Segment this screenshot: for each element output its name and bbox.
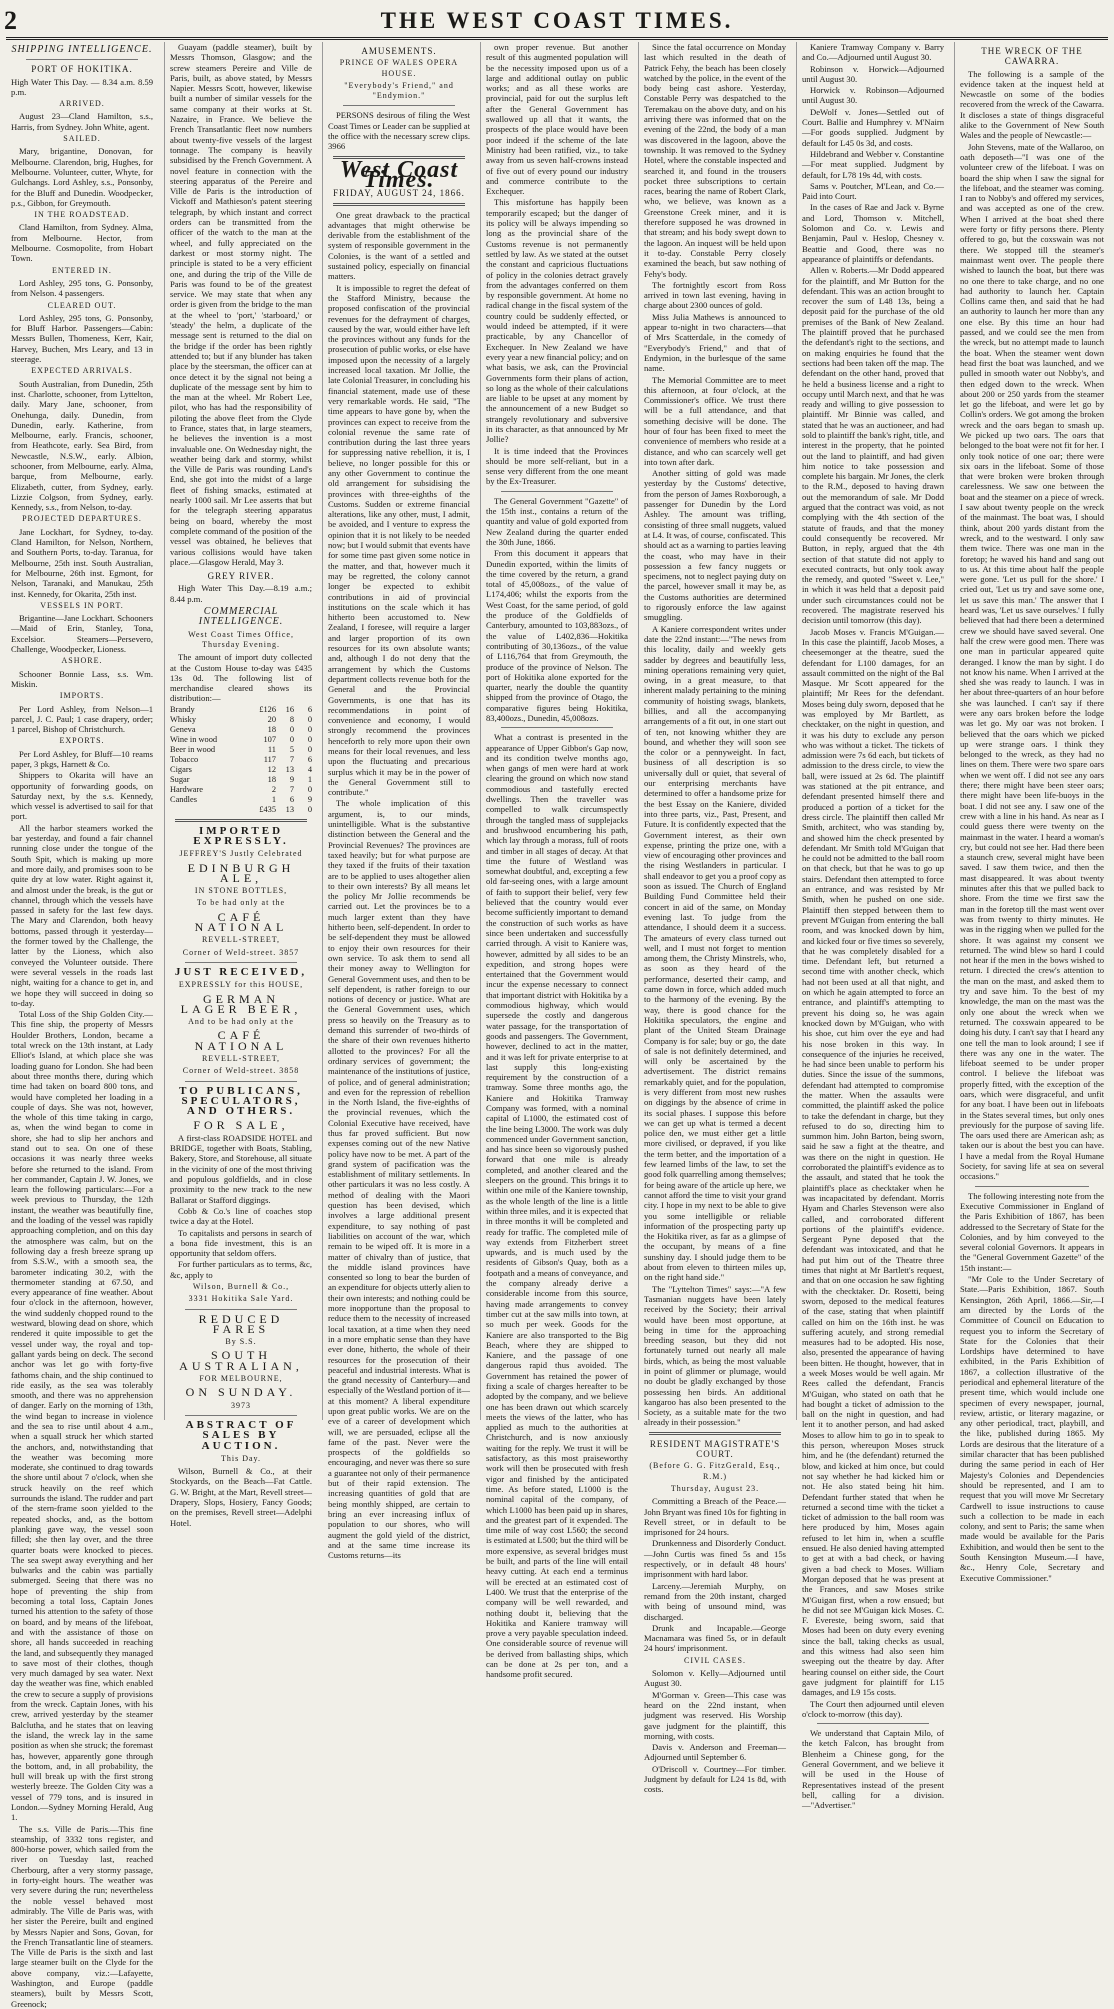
cleared-text: Lord Ashley, 295 tons, G. Ponsonby, for Bluff Harbor. Passengers—Cabin: Messrs Bullen, Thomeness, Kerr, Kair, Harvey, Buchen, Mrs Leary, and 13 in steerage. (11, 312, 153, 365)
revenue-cell-item (170, 805, 258, 815)
ad-big: CAFÉ NATIONAL (194, 1028, 288, 1053)
sailed-heading: SAILED. (63, 134, 101, 144)
revenue-cell-d: 6 (307, 704, 312, 714)
court-sub: (Before G. G. FitzGerald, Esq., R.M.) (649, 1461, 781, 1481)
revenue-cell-s: 6 (289, 794, 294, 804)
revenue-row (170, 735, 312, 745)
revenue-cell-d: 9 (307, 794, 312, 804)
revenue-cell-item: Cigars (170, 764, 192, 774)
amusements-sub: PRINCE OF WALES OPERA HOUSE. (339, 58, 459, 78)
high-water: High Water This Day. — 8.34 a.m. 8.59 p.m. (11, 76, 153, 97)
article-paragraph: One great drawback to the practical advantages that might otherwise be derivable from the establishment of the system of responsible government in the Colonies, is the want of a settled and sustained policy, especially on financial matters. (328, 209, 470, 282)
court-paragraph: Drunkenness and Disorderly Conduct.—John Curtis was fined 5s and 15s respectively, or in default 48 hours' imprisonment with hard labor. (644, 1538, 786, 1580)
revenue-cell-l: 11 (267, 744, 276, 754)
column-4 (480, 42, 633, 1680)
article-paragraph: The following is a sample of the evidence taken at the inquest held at Newcastle on some of the bodies recovered from the wreck of the Cawarra. It discloses a state of things disgraceful alike to the Government of New South Wales and the people of Newcastle:— (960, 68, 1104, 141)
ad-text: This Day. (220, 1453, 262, 1463)
arrived-text: August 23—Cland Hamilton, s.s., Harris, from Sydney. John White, agent. (11, 111, 153, 132)
revenue-cell-d: 0 (307, 744, 312, 754)
divider (501, 491, 613, 492)
article-paragraph: It is impossible to regret the defeat of the Stafford Ministry, because the proposed confiscation of the provincial revenues for the defrayment of charges, caused by the war, would either have left the provinces without any funds for the prosecution of public works, or else have imposed upon the necessity of a largely increased local taxation. Mr Jollie, the late Colonial Treasurer, in concluding his financial statement, made use of these very remarkable words. He said, "The time appears to have gone by, when the provinces can expect to receive from the colonial revenue the same rate of contribution during the last three years for suppressing native rebellion, it is, I believe, no longer possible for this or any other Government to continue the old arrangement for subsidising the provinces with three-eighths of the Customs. Sudden or extreme financial alterations, like any other, must, I admit, be avoided, and I venture to express the opinion that it is not likely to be needed now; but I would submit that events have for some time past given some notice in the matter, and that, however much it may be regretted, the colony cannot longer be expected to exhibit contributions in aid of provincial institutions on the scale which it has hitherto been accustomed to. New Zealand, I foresee, will require a larger and larger proportion of its own resources for its own absolute wants; and, although I do not deny that the arrangement by which the Customs department collects revenue both for the General and the Provincial Governments, is one that has its recommendations in point of convenience and economy, I would strongly recommend the provinces henceforth to rely more upon their own means for their local revenues, and less upon the fluctuating and precarious surplus which it may be in the power of the General Government still to contribute." (328, 282, 471, 798)
article-paragraph: Another sitting of gold was made yesterday by the Customs' detective, from the person of James Roxborough, a passenger for Dunedin by the Lord Ashley. The amount was trifling, consisting of three small nuggets, valued at L4. It was, of course, confiscated. This should act as a warning to parties leaving the coast, who may have in their possession a few fancy nuggets or specimens, not to neglect paying duty on the parcel, however small it may be, as the Customs authorities are determined to rigorously enforce the law against smuggling. (644, 468, 786, 623)
revenue-cell-s: 9 (289, 774, 294, 784)
divider (185, 1309, 297, 1310)
revenue-cell-l: £435 (259, 804, 276, 814)
notice-text: PERSONS desirous of filing the West Coast Times or Leader can be supplied at the office with the necessary screw clips. 3966 (328, 110, 471, 152)
arrived-heading: ARRIVED. (59, 99, 105, 109)
ad-text: By S.S. (225, 1337, 257, 1347)
revenue-cell-s: 7 (289, 754, 294, 764)
masthead-rule (6, 37, 1108, 40)
ad-title: JUST RECEIVED, (174, 965, 308, 978)
revenue-cell-d: 4 (307, 764, 312, 774)
revenue-row (170, 755, 312, 765)
revenue-cell-d: 0 (307, 724, 312, 734)
ad-sign: Wilson, Burnell & Co., (192, 1281, 290, 1291)
ad-text: REVELL-STREET, (201, 935, 281, 945)
revenue-cell-item: Brandy (170, 704, 195, 714)
office-line: West Coast Times Office, Thursday Evening. (188, 629, 294, 649)
revenue-text: The amount of import duty collected at the Custom House to-day was £435 13s 0d. The following list of merchandise cleared shows its distribution:— (170, 652, 312, 704)
column-5 (638, 42, 791, 1795)
divider (343, 105, 455, 106)
revenue-cell-item: Sugar (170, 774, 190, 784)
ad-sign: 3331 Hokitika Sale Yard. (188, 1294, 294, 1304)
imports-heading: IMPORTS. (59, 691, 105, 701)
revenue-row (170, 775, 312, 785)
ashore-text: Schooner Bonnie Lass, s.s. Wm. Miskin. (11, 668, 153, 689)
ad-text: And to be had only at the (188, 1017, 294, 1027)
divider (185, 1081, 297, 1082)
revenue-row (170, 795, 312, 805)
revenue-table (170, 705, 312, 815)
court-paragraph: M'Gorman v. Green—This case was heard on the 22nd instant, when judgment was reserved. His Worship gave judgment for the plaintiff, this morning, with costs. (644, 1689, 786, 1741)
article-paragraph: own proper revenue. But another result of this augmented population will be the necessity imposed upon us of a large and additional outlay on public works; and as all these works are provincial, paid for out the surplus left after the General Government has swallowed up all that it wants, the prospects of the place would have been poor indeed if the scheme of the late Ministry had been ratified, viz., to take away from us seven half-crowns instead of five out of every pound our industry and commerce contribute to the Exchequer. (486, 42, 628, 197)
grey-river-text: High Water This Day.—8.19 a.m.; 8.44 p.m. (170, 583, 312, 604)
newspaper-title: THE WEST COAST TIMES. (380, 8, 734, 33)
column-1 (6, 42, 158, 2009)
editorial-date: FRIDAY, AUGUST 24, 1866. (333, 188, 465, 199)
ad-text: IN STONE BOTTLES, (194, 886, 288, 896)
revenue-cell-l: 20 (267, 714, 276, 724)
revenue-row (170, 745, 312, 755)
court-paragraph: Hildebrand and Webber v. Constantine—For meat supplied. Judgment by default, for L78 19s 4d, with costs. (802, 148, 944, 180)
exports-text: Per Lord Ashley, for Bluff—10 reams paper, 3 pkgs, Harnett & Co. (11, 748, 153, 769)
divider (649, 1432, 781, 1435)
projected-text: Jane Lockhart, for Sydney, to-day. Cland Hamilton, for Nelson, Northern, and Southern Ports, to-day. Taranua, for Melbourne, 25th inst. South Australian, for Melbourne, 26th inst. Egmont, for Nelson, Taranaki, and Manukau, 25th inst. Kennedy, for Okarita, 25th inst. (11, 526, 153, 599)
article-paragraph: From this document it appears that Dunedin exported, within the limits of the time covered by the return, a grand total of 45,008ozs., of the value of L174,406; whilst the exports from the West Coast, for the same period, of gold the produce of the Goldfields of Canterbury, amounted to 103,883ozs., of the value of L402,836—Hokitika contributing of 30,136ozs., of the value of L116,764 that from Greymouth, the produce of the province of Nelson. The port of Hokitika alone exported for the quarter, nearly the double the quantity shipped from the province of Otago, the comparative figures being Hokitika, 83,400ozs., Dunedin, 45,008ozs. (486, 548, 628, 723)
revenue-cell-s: 16 (285, 704, 294, 714)
revenue-cell-d: 0 (307, 784, 312, 794)
ashore-heading: ASHORE. (61, 656, 103, 666)
court-paragraph: O'Driscoll v. Courtney—For timber. Judgment by default for L24 1s 8d, with costs. (644, 1763, 786, 1795)
article-paragraph: The fortnightly escort from Ross arrived in town last evening, having in charge about 2300 ounces of gold. (644, 279, 786, 311)
article-paragraph: The "Lyttelton Times" says:—"A few Tasmanian nuggets have been lately received by the Society; their arrival would have been most opportune, at being in time for the approaching breeding season, but they did not fortunately turned out nearly all male birds, which, as being the most valuable in point of glimmer or plumage, would no doubt be gladly exchanged by those possessing hen birds. An additional kangaroo has also been presented to the Society, as a suitable mate for the two already in their possession." (644, 1283, 786, 1428)
revenue-cell-item: Whisky (170, 714, 197, 724)
court-paragraph: Jacob Moses v. Francis M'Guigan.—In this case the plaintiff, Jacob Moses, a cheesemonger at the theatre, sued the defendant for L100 damages, for an assault committed on the night of the Bal Masque. Mr Scott appeared for the plaintiff; Mr Rees for the defendant. Moses being duly sworn, deposed that he was employed by Mr Bartlett, as checktaker, on the night in question, and it was his duty to exclude any person who was without a ticket. The tickets of admission were 7s 6d each, but tickets of admission to the dress circle, to view the ball, were issued at 2s 6d. The plaintiff was stationed at the pit entrance, and defendant presented himself there and produced a portion of a ticket for the dress circle. The plaintiff then called Mr Smith, architect, who was standing by, and showed him the check presented by defendant. Mr Smith told M'Guigan that he could not be admitted to the ball room on that check, but that he was to go up stairs. Defendant then attempted to force an entrance, and was resisted by Mr Smith, when he pushed on one side. Plaintiff then stepped between them to prevent M'Guigan from entering the ball room, and was knocked down by him, and kicked four or five times so severely, that he was completely disabled for a time. Defendant left, but returned a second time with another check, which had not been used at all that night, and on which he again attempted to force an entrance, and plaintiff's attempting to prevent his doing so, he was again knocked down by M'Guigan, who with his shoe, cut him over the eye and had his nose broken in this way. In consequence of the injuries he received, he had since been unable to perform his duties. Since the issue of the summons, defendant had attempted to compromise the matter. When the assaults were committed, the plaintiff asked the police to take the defendant in charge, but they refused to do so, directing him to summon him. John Barton, being sworn, said he saw a fight at the theatre, and was there on the night in question. He corroborated the plaintiff's evidence as to the assault, and stated that he took the plaintiff's place as checktaker when he was incapacitated by defendant. Morris Hyam and Charles Stevenson were also called, and corroborated different portions of the plaintiff's evidence. Sergeant Pyne deposed that the defendant was intoxicated, and that he had put him out of the Theatre three times that night at Mr Bartlett's request, and that on one occasion he saw fighting with the checktaker. Dr. Rosetti, being sworn, deposed to the medical features of the case, stating that when plaintiff called on him on the 16th inst. he was suffering acutely, and strong remedial measures had to be adopted. His nose, also, presented the appearance of having been bitten. He thought, however, that in a week Moses would be well again. Mr Rees called the defendant, Francis M'Guigan, who stated on oath that he had bought a ticket of admission to the ball on the night in question, and had lent it to another person, and had asked Moses to allow him to go in to speak to this person, whereupon Moses struck him, and he (the defendant) returned the blow, and kicked at him once, but could not say whether he had kicked him or not. He also stated being hit him. Defendant further stated that when he returned a second time with the ticket a ticket of admission to the ball room was here produced by him, Moses again refused to let him in, when a scuffle ensued. He also denied having attempted to get at with a bad check, or having given a bad check to Moses. William Morgan deposed that he was present at the Frances, and saw Moses strike M'Guigan first, when a row ensued; but he did not see M'Guigan kick Moses. C. F. Evereste, being sworn, said that Moses had been on duty every evening since the ball, taking checks as usual, and this witness had also seen him sweeping out the theatre by day. After hearing counsel on either side, the Court gave judgment for plaintiff for L15 damages, and L9 15s costs. (802, 626, 945, 1698)
revenue-cell-l: 1 (271, 794, 276, 804)
ad-text: FOR MELBOURNE, (199, 1374, 283, 1384)
ad-big: ON SUNDAY. (185, 1385, 297, 1400)
ad-paragraph: For further particulars as to terms, &c, &c, apply to (170, 1259, 312, 1280)
column-2 (164, 42, 317, 1528)
ad-text: EXPRESSLY for this HOUSE, (178, 980, 304, 990)
grey-river-heading: GREY RIVER. (207, 571, 275, 582)
court-paragraph: Allen v. Roberts.—Mr Dodd appeared for the plaintiff, and Mr Button for the defendant. This was an action brought to recover the sum of L48 13s, being a deposit paid for the purchase of the old premises of the Bank of New Zealand. The plaintiff proved that he purchased the defendant's right to the sections, and on making enquiries he found that the sections had been taken off the map. The defendant on the other hand, proved that he held a business license and a right to occupy until March next, and that he was ready and willing to give possession to plaintiff. Mr Binnie was called, and stated that he was an auctioneer, and had sold to plaintiff the bank's right, title, and interest in the property, that he pointed out the land to plaintiff, and had given him notice to take possession and complete his bargain. Mr Jones, the clerk to the R.M., deposed to having drawn out the memorandum of sale. Mr Dodd argued that the contract was void, as not complying with the 4th section of the statute of frauds, and that the money could consequently be recovered. Mr Button, in reply, argued that the 4th section of that statute did not apply to executed contracts, but only took away the remedy, and quoted "Sweet v. Lee," in which it was held that a deposit paid under such circumstances could not be recovered. The magistrate reserved his decision until tomorrow (this day). (802, 265, 944, 626)
cleared-heading: CLEARED OUT. (47, 300, 117, 310)
article-paragraph: Total Loss of the Ship Golden City.—This fine ship, the property of Messrs Houlder Brothers, London, became a total wreck on the 13th instant, at Lady Elliot's Island, at which place she was loading guano for London. She had been about three months there, during which time had taken on board 800 tons, and would have completed her loading in a couple of days. She was not, however, the whole of this time taking in cargo, as, when the wind began to come in shore, she had to slip her anchors and stand out to sea. On one of these occasions it was nearly three weeks before she returned to the island. From her commander, Captain J. W. Jones, we learn the following particulars:—For a week previous to Thursday, the 12th instant, the weather was beautifully fine, and the loading of the vessel was rapidly approaching completion, and on this day the atmosphere was calm, but on the following day a fresh breeze sprang up from S.S.W., with a smooth sea, the barometer indicating 30.2, with the thermometer standing at 67.50, and every appearance of fine weather. About four o'clock in the afternoon, however, the wind suddenly chopped round to the westward, blowing dead on shore, which rendered it quite impossible to get the vessel under way, the royal and top-gallant yards being on deck. The second anchor was let go with forty-five fathoms chain, and the ship continued to ride easily, as the sea was tolerably smooth, and there was no apprehension of danger. Early on the morning of 13th, the wind began to increase in violence and the sea to rise until about 4 a.m., when a squall struck her which started the anchors, and, notwithstanding that the weather was becoming more moderate, she continued to drag towards the shore until about 7 o'clock, when she struck heavily on the reef which surrounds the island. The rudder and part of the stern-frame soon yielded to the repeated shocks, and, as the bottom planking gave way, the vessel soon filled; she then lay over, and the three quarter boats were knocked to pieces. The sea swept away everything and her bulwarks and the cabin was partially submerged. Seeing that there was no hope of preventing the ship from becoming a total loss, Captain Jones turned his attention to the safety of those on board, and by means of the lifeboat, and with the assistance of those on shore, all hands succeeded in reaching the land, and subsequently they managed to save most of their clothes, though very much damaged by sea water. Next day the weather was fine, which enabled the crew to secure a supply of provisions from the wreck. Captain Jones, with his crew, arrived yesterday by the steamer Balclutha, and he states that on leaving the island, the wreck lay in the same position as when she struck; the foremast has, however, apparently gone through the bottom, and, in all probability, the hull will break up with the first strong westerly breeze. The Golden City was a vessel of 779 tons, and is insured in London.—Sydney Morning Herald, Aug 1. (11, 1009, 153, 1823)
revenue-row (170, 715, 312, 725)
revenue-cell-s: 7 (289, 784, 294, 794)
court-paragraph: The Court then adjourned until eleven o'clock to-morrow (this day). (802, 1698, 944, 1719)
article-paragraph: The Memorial Committee are to meet this afternoon, at four o'clock, at the Commissioner's office. We trust there will be a full attendance, and that something decisive will be done. The hour of four has been fixed to meet the convenience of members who reside at a distance, and who can scarcely well get into town after dark. (644, 374, 786, 467)
port-heading: PORT OF HOKITIKA. (31, 64, 133, 75)
divider (185, 1415, 297, 1416)
court-paragraph: DeWolf v. Jones—Settled out of Court. Ballie and Humphrey v. M'Nairn—For goods supplied. Judgment by default for L45 0s 3d, and costs. (802, 106, 944, 148)
column-6 (796, 42, 949, 1811)
column-7 (954, 42, 1109, 1583)
court-paragraph: Horwick v. Robinson—Adjourned until August 30. (802, 85, 944, 106)
article-paragraph: What a contrast is presented in the appearance of Upper Gibbon's Gap now, and its condition twelve months ago, when gangs of men were hard at work clearing the ground on which now stand commodious and tastefully erected dwellings. Then the traveller was compelled to walk circumspectly through the tangled mass of supplejacks and brushwood encumbering his path, which lay through a morass, full of roots and timber in all stages of decay. At that time the future of Westland was somewhat doubtful, and, excepting a few old far-seeing ones, with a large amount of faith to support their belief, very few believed that the country would ever become sufficiently important to demand the construction of such works as have since been undertaken and successfully carried through. A visit to Kaniere was, however, admitted by all sides to be an expedition, and strong hopes were entertained that the Government would incur the expense necessary to connect that important district with Hokitika by a commodious highway, which would supersede the costly and dangerous water passage, for the transportation of goods and passengers. The Government, however, declined to act in the matter, and it was left for private enterprise to at last supply this long-existing requirement by the construction of a tramway. Some three months ago, the Kaniere and Hokitika Tramway Company was formed, with a nominal capital of L1000, the estimated cost of the line being L3000. The work was duly commenced under Government sanction, and has since been so vigorously pushed forward that one mile is already completed, and another cleared and the sleepers on the ground. This brings it to within one mile of the Kaniere township, as the whole length of the line is a little within three miles, and it is expected that in three months it will be completed and ready for traffic. The completed mile of way extends from Fitzherbert street upwards, and is much used by the residents of Gibson's Quay, both as a footpath and a means of conveyance, and the company already derive a considerable income from this source, having made arrangements to convey timber cut at the saw mills into town, at so much per week. Goods for the Kaniere are also transported to the Big Beach, where they are shipped to Kaniere, and the passage of one dangerous rapid thus avoided. The Government has retained the power of fixing a scale of charges hereafter to be adopted by the company, and we believe one has been drawn out which scarcely meets the views of the latter, who has applied as much to the authorities at Christchurch, and is now anxiously waiting for the reply. We trust it will be satisfactory, as this most praiseworthy work will then be prosecuted with fresh vigor and finished by the anticipated time. As before stated, L1000 is the nominal capital of the company, of which L1000 has been paid up in shares, and the greatest part of it expended. The time mile of way cost L560; the second is estimated at L500; but the third will be more expensive, as several bridges must be built, and parts of the line will entail heavy cutting. At each end a terminus will be erected at an estimated cost of L400. We trust that the enterprise of the company will be well rewarded, and nothing doubt it, believing that the Hokitika and Kaniere tramway will prove a very payable speculation indeed. One considerable source of revenue will be derived from ballasting ships, which can be done at 2s per ton, and a handsome profit secured. (486, 732, 628, 1680)
commercial-heading: COMMERCIAL INTELLIGENCE. (198, 606, 284, 628)
entered-heading: ENTERED IN. (52, 265, 112, 275)
ad-text: To be had only at the (196, 898, 286, 908)
ad-text: 3973 (231, 1400, 251, 1410)
shipping-heading: SHIPPING INTELLIGENCE. (11, 44, 153, 55)
roadstead-text: Cland Hamilton, from Sydney. Alma, from Melbourne. Hector, from Melbourne. Cosmopolite, from Hobart Town. (11, 222, 153, 264)
article-paragraph: The General Government "Gazette" of the 15th inst., contains a return of the quantity and value of gold exported from New Zealand during the quarter ended the 30th June, 1866. (486, 495, 628, 547)
article-paragraph: The s.s. Ville de Paris.—This fine steamship, of 3332 tons register, and 800-horse power, which sailed from the river on Tuesday last, reached Cherbourg, after a very stormy passage, in forty-eight hours. The weather was very severe during the run; nevertheless the noble vessel behaved most admirably. The Ville de Paris was, with her sister the Pereire, built and engined by Messrs Napier and Sons, Govan, for the French Transatlantic line of steamers. The Ville de Paris is the sixth and last large steamer built on the Clyde for the above company, viz.:—Lafayette, Washington, and Europe (paddle steamers), built by Messrs Scott, Greenock; (11, 1823, 153, 2009)
expected-heading: EXPECTED ARRIVALS. (31, 366, 133, 376)
civil-heading: CIVIL CASES. (684, 1655, 746, 1665)
revenue-cell-item: Geneva (170, 724, 196, 734)
divider (975, 1186, 1089, 1187)
revenue-cell-s: 8 (289, 714, 294, 724)
column-3 (322, 42, 475, 1561)
amusements-heading: AMUSEMENTS. (361, 46, 437, 56)
masthead (0, 0, 1114, 40)
court-paragraph: Kaniere Tramway Company v. Barry and Co.—Adjourned until August 30. (802, 42, 944, 63)
revenue-cell-d: 1 (307, 774, 312, 784)
court-paragraph: Drunk and Incapable.—George Macnamara was fined 5s, or in default 24 hours' imprisonment. (644, 1622, 786, 1654)
page-number: 2 (4, 6, 17, 35)
revenue-cell-d: 0 (307, 804, 312, 814)
court-paragraph: In the cases of Rae and Jack v. Byrne and Lord, Thomson v. Mitchell, Solomon and Co. v. Lewis and Benjamin, Paul v. Heslop, Chesney v. Beattie and Good, there was no appearance of plaintiffs or defendants. (802, 202, 944, 264)
revenue-cell-item: Tobacco (170, 754, 199, 764)
amusements-text: "Everybody's Friend," and "Endymion." (344, 80, 454, 101)
article-paragraph: Shippers to Okarita will have an opportunity of forwarding goods, on Saturday next, by the s.s. Kennedy, which vessel is advertised to sail for that port. (11, 770, 153, 822)
revenue-cell-l: £126 (259, 704, 276, 714)
editorial-title: West Coast Times. (339, 156, 459, 193)
ad-paragraph: A first-class ROADSIDE HOTEL and BRIDGE, together with Boats, Stabling, Bakery, Store, and Storehouse, all situate in the vicinity of one of the most thriving and populous goldfields, and in close proximity to the new track to the new Ballarat or Stafford diggings. (170, 1132, 312, 1205)
divider (333, 203, 465, 206)
revenue-cell-s: 0 (289, 734, 294, 744)
divider (501, 727, 613, 728)
ad-text: Corner of Weld-street. 3858 (182, 1066, 300, 1076)
article-paragraph: All the harbor steamers worked the bar yesterday, and found a fair channel running close under the tongue of the South Spit, which is making up more and more daily, and promises soon to be quite dry at low water. Right against it, and almost under the break, is the gut or channel, through which the vessels have passed in safety for the last few days. The Mary and Clarendon, both heavy bottoms, passed through it yesterday—the former towed by the Challenge, the latter by the Lioness, which also conveyed the Volunteer outside. There were several vessels in the roads last night, waiting for a chance to get in, and we hope they will succeed in doing so to-day. (11, 822, 153, 1008)
revenue-cell-l: 18 (267, 724, 276, 734)
court-paragraph: Davis v. Anderson and Freeman—Adjourned until September 6. (644, 1742, 786, 1763)
revenue-cell-s: 0 (289, 724, 294, 734)
ad-title: IMPORTED EXPRESSLY. (193, 824, 289, 847)
revenue-cell-item: Beer in wood (170, 744, 216, 754)
revenue-row (170, 705, 312, 715)
revenue-row (170, 765, 312, 775)
exports-heading: EXPORTS. (59, 736, 105, 746)
revenue-cell-d: 0 (307, 734, 312, 744)
revenue-total-row (170, 805, 312, 815)
wreck-heading: THE WRECK OF THE CAWARRA. (981, 46, 1083, 67)
ad-text: JEFFREY'S Justly Celebrated (179, 849, 303, 859)
court-paragraph: Solomon v. Kelly—Adjourned until August 30. (644, 1668, 786, 1689)
ad-big: REDUCED FARES (198, 1311, 284, 1336)
divider (26, 59, 138, 60)
article-paragraph: We understand that Captain Milo, of the ketch Falcon, has brought from Blenheim a Chinese gong, for the General Government, and we believe it will be used in the House of Representatives instead of the present bell, calling for a division.—"Advertiser." (802, 1728, 944, 1811)
columns (6, 42, 1108, 2009)
roadstead-heading: IN THE ROADSTEAD. (34, 210, 130, 220)
revenue-cell-l: 18 (267, 774, 276, 784)
article-paragraph: It is time indeed that the Provinces should be more self-reliant, but in a sense very different from the one meant by the Ex-Treasurer. (486, 445, 628, 487)
revenue-cell-s: 5 (289, 744, 294, 754)
ad-big: EDINBURGH ALE, (187, 860, 295, 885)
divider (185, 962, 297, 963)
ad-big: GERMAN LAGER BEER, (180, 991, 302, 1016)
ad-paragraph: To capitalists and persons in search of a bona fide investment, this is an opportunity that seldom offers. (170, 1227, 312, 1259)
projected-heading: PROJECTED DEPARTURES. (22, 514, 142, 524)
article-paragraph: The following interesting note from the Executive Commissioner in England of the Paris Exhibition of 1867, has been addressed to the Secretary of State for the Colonies, and by him conveyed to the several colonial Governors. It appears in the "General Government Gazette" of the 15th instant:— (960, 1190, 1104, 1273)
court-heading: RESIDENT MAGISTRATE'S COURT. (649, 1438, 781, 1460)
court-paragraph: Sams v. Poutcher, M'Lean, and Co.—Paid into Court. (802, 180, 944, 202)
revenue-cell-d: 6 (307, 754, 312, 764)
expected-text: South Australian, from Dunedin, 25th inst. Charlotte, schooner, from Lyttelton, daily. Mary Jane, schooner, from Onehunga, daily. Dunedin, from Dunedin, early. Katherine, from Melbourne, early. Francis, schooner, from Heathcote, early. Sea Bird, from Newcastle, N.S.W., early. Albion, schooner, from Melbourne, early. Alma, barque, from Melbourne, early. Elizabeth, cutter, from Sydney, early. Lizzie Colgson, from Sydney, early. Kennedy, s.s., from Nelson, to-day. (11, 378, 153, 513)
entered-text: Lord Ashley, 295 tons, G. Ponsonby, from Nelson. 4 passengers. (11, 277, 153, 299)
divider (817, 1723, 929, 1724)
river-heading: VESSELS IN PORT. (40, 600, 124, 610)
article-paragraph: A Kaniere correspondent writes under date the 22nd instant:—"The news from this locality, daily and weekly gets sadder by degrees and beautifully less, mining operations remaining very quiet, owing, in a great measure, to that inherent malady pertaining to the mining community of hoisting swags, blankets, billies, and all the accompanying arrangements of a fit out, in one start out of ten, not knowing whither they are bound, and whether they will soon see the color or a pennyweight. In fact, business of all description is so universally dull or quiet, that several of our enterprising merchants have determined to offer a handsome prize for the best Essay on the Kaniere, divided into three parts, viz., Past, Present, and Future. It is confidently expected that the Government interest, as their own expense, printing the prize one, with a view of encouraging other provinces and the rising Westlanders in particular. I shall endeavor to get you a proof copy as soon as issued. The Church of England Building Fund Committee held their concert in aid of the same, on Monday evening last. To judge from the attendance, I should deem it a success. The amateurs of every class turned out well, and I must not forget to mention among them, the Christy Minstrels, who, as soon as they heard of the performance, deserted their camp, and came down in force, which added much to the harmony of the evening. By the way, there is good chance for the Hokitika speculators, the engine and plant of the United Steam Drainage Company is for sale; buy or go, the date of sale is not definitely determined, and will only be ascertained by the advertisement. The district remains remarkably quiet, and for the population, is very different from most new rushes on diggings by the absence of crime in its social phases. I suppose this before we can get up what is termed a decent police den, we must either get a little more civilised, or depraved, if you like the term better, and the importation of a few learned limbs of the law, to set the good folk quarrelling among themselves; for being aware of the article up here, we cannot afford the time to visit your grand city. I hope in my next to be able to give you some intelligible or reliable information of the prospecting party up the Hokitika river, as far as a glimpse of the occupant, by means of a fine sunshiny day. I should judge them to be about from eleven to thirteen miles up, on the right hand side." (644, 623, 786, 1283)
article-paragraph: "Mr Cole to the Under Secretary of State.—Paris Exhibition, 1867. South Kensington, 26th April, 1866.—Sir,—I am directed by the Lords of the Committee of Council on Education to request you to inform the Secretary of State for the Colonies that their Lordships have determined to have exhibited, in the Paris Exhibition of 1867, a collection illustrative of the periodical and ephemeral literature of the present time, which would include one specimen of every newspaper, journal, review, artistic, or literary magazine, or any other periodical, tract, playbill, and the like, published during 1865. My Lords are desirous that the literature of a similar character that has been published during the same period in each of Her Majesty's Colonies and Dependencies should be represented, and I am to request that you will move Mr Secretary Cardwell to issue instructions to cause such a collection to be made in each colony, and sent to Paris; the same when made would be available for the Paris Exhibition, and would then be sent to the South Kensington Museum.—I have, &c., Henry Cole, Secretary and Executive Commissioner." (960, 1274, 1104, 1583)
revenue-cell-d: 0 (307, 714, 312, 724)
court-paragraph: Committing a Breach of the Peace.—John Bryant was fined 10s for fighting in Revell street, or in default to be imprisoned for 24 hours. (644, 1496, 786, 1538)
article-paragraph: Since the fatal occurrence on Monday last which resulted in the death of Patrick Fehy, the beach has been closely watched by the police, in the event of the body being cast ashore. Yesterday, Constable Perry was despatched to the Teremakau on the above duty, and on his arriving there was informed that on the evening of the 22nd, the body of a man was discovered in the lagoon, above the township. It was removed to the Sydney Hotel, where the constable inspected and searched it, and found in the trousers pocket three subscriptions to certain races, bearing the name of Robert Clark, who, we believe, was known as a Greenstone Creek miner, and it is therefore supposed he was drowned in that stream; and his body swept down to the lagoon. An inquest will be held upon it to-day. Constable Perry closely examined the beach, but saw nothing of Fehy's body. (644, 42, 786, 279)
article-paragraph: Guayam (paddle steamer), built by Messrs Thomson, Glasgow; and the screw steamers Pereire and Ville de Paris, built, as above stated, by Messrs Napier. Messrs Scott, however, likewise built a number of similar vessels for the same company at their works at St. Nazaire, in France. We believe the French Transatlantic fleet now numbers about twenty-five vessels of the largest tonnage. The company is heavily subsidised by the French Government. A novel feature in connection with the steering apparatus of the Pereire and Ville de Paris is the introduction of Vickoff and Mathieson's patent steering telegraph, by which instant and correct orders can be transmitted from the officer of the watch to the man at the wheel, and fully appreciated on the darkest or most stormy night. The principle is stated to be a very efficient one, and during the trip of the Ville de Paris was found to be of the greatest service. We may state that when any order is given from the bridge to the man at the wheel to 'port,' 'starboard,' or 'steady' the helm, a duplicate of the message sent is returned to the dial on the bridge if the order has been rightly attended to; but if any blunder has taken place by the steersman, the officer can at once detect it by the signal not being a duplicate of the message sent by him to the man at the wheel. Mr Robert Lee, pilot, who has had the responsibility of piloting the above fleet from the Clyde to France, states that, in large steamers, he believes the invention is a most invaluable one. On Wednesday night, the weather being dark and stormy, whilst the Ville de Paris was rounding Land's End, she got into the midst of a large fleet of fishing smacks, estimated at nearly 1000 sail. Mr Lee asserts that but for the telegraph steering apparatus being on board, whereby the most complete command of the position of the vessel was obtained, he believes that various collisions would have taken place.—Glasgow Herald, May 3. (170, 42, 312, 567)
ad-paragraph: Cobb & Co.'s line of coaches stop twice a day at the Hotel. (170, 1205, 312, 1227)
article-paragraph: Miss Julia Mathews is announced to appear to-night in two characters—that of Mrs Scatterdale, in the comedy of "Everybody's Friend," and that of Endymion, in the burlesque of the same name. (644, 311, 786, 374)
river-text: Brigantine—Jane Lockhart. Schooners—Maid of Erin, Stanley, Tona, Excelsior. Steamers—Persevero, Challenge, Woodpecker, Lioness. (11, 613, 153, 655)
revenue-cell-item: Candles (170, 794, 197, 804)
ad-text: REVELL-STREET, (201, 1054, 281, 1064)
ad-big: SOUTH AUSTRALIAN, (179, 1348, 303, 1373)
ad-text: Corner of Weld-street. 3857 (182, 947, 300, 957)
revenue-cell-l: 117 (263, 754, 276, 764)
court-paragraph: Robinson v. Horwick—Adjourned until August 30. (802, 63, 944, 84)
revenue-cell-item: Hardware (170, 784, 204, 794)
article-paragraph: John Stevens, mate of the Wallaroo, on oath deposeth—"I was one of the volunteer crew of the lifeboat. I was on board the ship when I saw the signal for the lifeboat, and the steamer was coming. I ran to Nobby's and offered my services, and was accepted as one of the crew. When I arrived at the boat shed there were forty or fifty persons there. Plenty offered to go, but the coxswain was not there. We stopped till the steamer's mainmast went over. The people there wished to launch the boat, but there was no one there to take charge, and no one had authority to launch her. Captain Collins came then, and said that he had an authority to launch her more than any one else. By this time an hour had passed, and we could see the men from the wreck, but no attempt made to launch the boat. When the steamer went down head first the boat was launched, and we pulled in smooth water out Nobby's, and then edged down to the wreck. When about 200 or 250 yards from the steamer let go the lifeboat, and were let go by Collin's orders. We got among the broken wreck and the oars began to smash up. We picked up two oars. The oars that belonged to the boat were not fit for her. I only took notice of one oar; there were six oars in the lifeboat. Some of those that were broken were broken through carelessness. We saw one between the boat and the steamer on a piece of wreck. I saw about twenty people on the wreck of the mainmast. The boat was, I should think, about 200 yards distant from the wreck, and to the westward. I only saw them twice. There was one man in the foretop; he waved his hand and sang out to us. At this time about half the people were gone. 'Let us pull for the shore.' I cried out, 'Let us try and save some one, let us save this man.' The answer that I heard was, 'Let us save ourselves.' I fully believed that had there been a determined crew we should have saved several. One half the crew were good men. There was one man in particular appeared quite deranged. I know the man by sight. I do not know his name. When I arrived at the shed she was ready to launch. I was in her about three-quarters of an hour before she was launched. I can't say if there were any oars broken before the lodge was let go. My oar was not broken. I believed that the oars which we picked up were strange oars. I think they belonged to the wreck, as they had no lines on them. There were two spare oars when we went off. I did not see any oars there; there might have been steer oars; there might have been life-buoys in the boat. I did not see any. I saw one of the crew with a line in his hand. As near as I could guess there were twenty on the mainmast in the water. I heard a woman's cry, but could not see her. Had there been a staunch crew, several might have been saved. I saw them twice, and then the mast disappeared. It was about twenty minutes after this that we pulled back to shore. From the time we first saw the man in the foretop till the mast went over was from twenty to thirty minutes. He was in the rigging when we pulled for the shore. It was against my consent we returned. The wind blew so hard I could not hear if the men in the bows wished to return. I directed the crew's attention to the man on the mast, and asked them to try and save him. To the best of my knowledge, the man on the mast was the only one about the wreck when we returned. The coxswain appeared to be doing his duty. I can't say that I heard any one tell the man to look around; I see if there was any one in the water. The lifeboat seemed to be under proper control. I believe the lifeboat was properly fitted, with the exception of the oars, which were disgraceful, and unfit for any boat. I have been out in lifeboats in the States several times, but only ones previously for the purpose of saving life. The oars used there are American ash; as taken our is about the best you can have. I have a medal from the Royal Humane Society, for saving life at sea on several occasions." (960, 141, 1104, 1182)
article-paragraph: The whole implication of this argument, is, to our minds, unintelligible. What is the substantive distinction between the General and the Provincial Revenues? The provinces are taxed heavily; but for what purpose are they taxed if the fruits of their taxation are to be applied to uses altogether alien to their own interests? By all means let the policy Mr Jollie recommends be carried out. Let the provinces be to a much larger extent than they have hitherto been, self-dependent. In order to be self-dependent they must be allowed to enjoy their own resources for their own service. To ask them to send all their money away to Wellington for General Government uses, and then to be self dependent, is rather foreign to our notions of decency or justice. What are the General Government uses, which press so heavily on the Treasury as to demand this surrender of two-thirds of the share of their own revenues hitherto allotted to the provinces? For all the ordinary services of government; the maintenance of the institutions of justice, of police, and of general administration; and even for the repression of rebellion in the North Island, the five-eighths of the provincial revenues, which the Colonial Executive have received, have thus far proved sufficient. But now expenses coming out of the new Native policy have now to be met. A part of the grand system of pacification was the establishment of military settlements. In other particulars it was no less costly. A method of dealing with the Maori question has been devised, which involves a large additional present expenditure, to say nothing of past liabilities on account of the war, which remain to be wiped off. It is more in a matter of chivalry than of justice, that the middle island provinces have consented so long to bear the burden of an expenditure for objects utterly alien to their own interests; and nothing could be more inopportune than the proposal to reduce them to the necessity of increased local taxation, at a time when they need in a more emphatic sense than they have ever done, hitherto, the whole of their resources for the prosecution of their peaceful and industrial interests. What is the grand necessity of Canterbury—and especially of the Westland portion of it—at this moment? A liberal expenditure upon great public works. We are on the eve of a career of development which will, we are persuaded, eclipse all the fame of the past. Never were the prospects of the goldfields so encouraging, and never was there so sure a guarantee not only of their permanence but of their rapid extension. The increasing quantities of gold that are being monthly shipped, are certain to bring an ever increasing influx of population to our shores, who will augment the gold yield of the district, and at the same time increase its Customs returns—its (328, 798, 470, 1561)
revenue-cell-l: 107 (263, 734, 276, 744)
revenue-cell-item: Wine in wood (170, 734, 218, 744)
court-date: Thursday, August 23. (670, 1483, 760, 1493)
revenue-row (170, 725, 312, 735)
revenue-cell-l: 2 (271, 784, 276, 794)
divider (175, 819, 307, 822)
ad-big: CAFÉ NATIONAL (194, 909, 288, 935)
imports-text: Per Lord Ashley, from Nelson—1 parcel, J. C. Paul; 1 case drapery, order; 1 parcel, Bishop of Christchurch. (11, 703, 153, 735)
court-paragraph: Larceny.—Jeremiah Murphy, on remand from the 20th instant, charged with being of unsound mind, was discharged. (644, 1580, 786, 1622)
ad-title: ABSTRACT OF SALES BY AUCTION. (185, 1418, 297, 1452)
article-paragraph: This misfortune has happily been temporarily escaped; but the danger of its policy will be always impending so long as the provincial share of the Customs revenue is not permanently settled by law. As we stated at the outset the constant and capricious fluctuations of policy in the colonies detract gravely from the advantages conferred on them by responsible government. At home no radical change in the fiscal system of the country could be suddenly effected, or would indeed be attempted, if it were practicable, by any Chancellor of Exchequer. In New Zealand we have every year a new financial policy; and on what basis, we ask, can the Provincial Governments form their plans of action, so long as the whole of their calculations are liable to be upset at any moment by the announcement of a new Budget so strangely revolutionary and subversive in its character, as that announced by Mr Jollie? (486, 197, 628, 445)
ad-title: TO PUBLICANS, SPECULATORS, AND OTHERS. (179, 1084, 303, 1118)
revenue-table-wrap (165, 705, 317, 815)
revenue-cell-s: 13 (285, 804, 294, 814)
revenue-cell-s: 13 (285, 764, 294, 774)
revenue-cell-l: 12 (267, 764, 276, 774)
ad-big: FOR SALE, (193, 1117, 289, 1132)
revenue-row (170, 785, 312, 795)
ad-paragraph: Wilson, Burnell & Co., at their Stockyards, on the Beach—Fat Cattle. G. W. Bright, at the Mart, Revell street—Drapery, Slops, Hosiery, Fancy Goods; on the premises, Revell street—Adelphi Hotel. (170, 1466, 313, 1528)
sailed-text: Mary, brigantine, Donovan, for Melbourne. Clarendon, brig, Hughes, for Melbourne. Volunteer, cutter, Whyte, for Gulchangs. Lord Ashley, s.s., Ponsonby, for the Bluff and Dunedin. Woodpecker, p.s., Gibbon, for Greymouth. (11, 146, 153, 208)
